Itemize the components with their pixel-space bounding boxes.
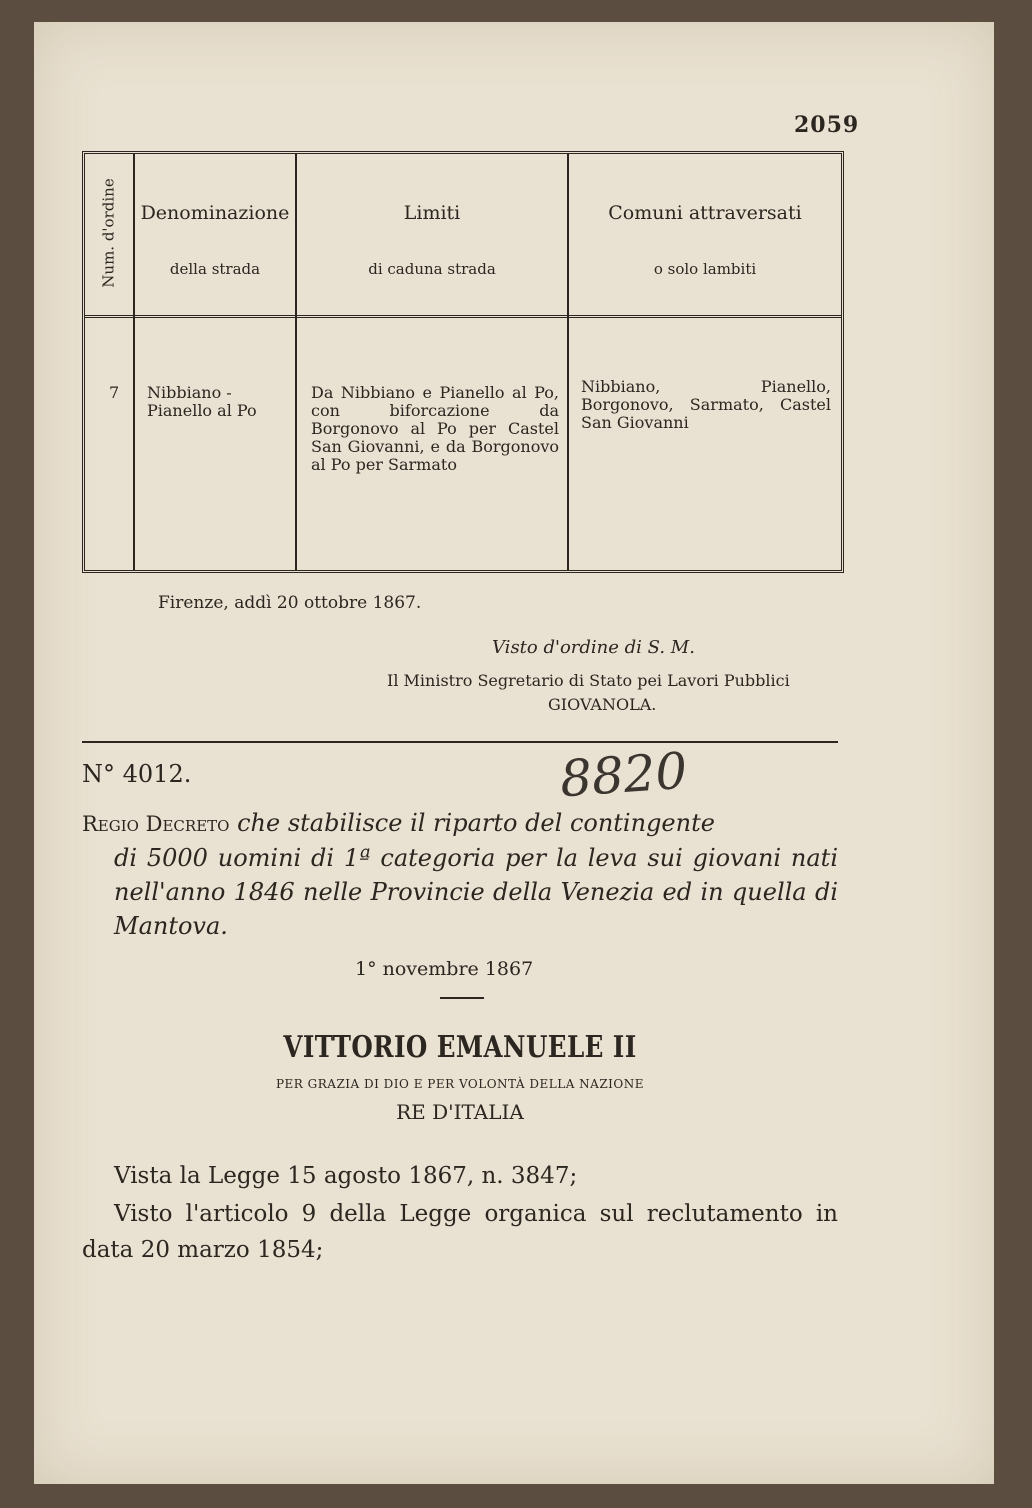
minister-name: GIOVANOLA. <box>548 695 657 714</box>
decree-text-rest: di 5000 uomini di 1ª categoria per la leva sui giovani nati nell'anno 1846 nelle Provincie della Venezia ed in quella di Mantova. <box>114 844 838 940</box>
paragraph-legge: Vista la Legge 15 agosto 1867, n. 3847; <box>114 1163 578 1189</box>
handwritten-annotation: 8820 <box>558 741 690 809</box>
row-num: 7 <box>109 383 120 402</box>
page-number: 2059 <box>794 112 860 138</box>
visto-line: Visto d'ordine di S. M. <box>492 637 695 658</box>
header-num-ordine: Num. d'ordine <box>100 178 119 288</box>
decree-text-line1: che stabilisce il riparto del contingente <box>237 809 715 837</box>
row-limiti: Da Nibbiano e Pianello al Po, con biforcazione da Borgonovo al Po per Castel San Giovanni, e da Borgonovo al Po per Sarmato <box>311 383 559 474</box>
place-date: Firenze, addì 20 ottobre 1867. <box>158 593 422 613</box>
decree-date: 1° novembre 1867 <box>355 958 534 980</box>
king-name: VITTORIO EMANUELE II <box>283 1030 637 1065</box>
header-comuni: Comuni attraversati o solo lambiti <box>608 202 802 278</box>
header-denominazione: Denominazione della strada <box>140 202 290 278</box>
decree-number: N° 4012. <box>82 760 192 788</box>
paragraph-articolo: Visto l'articolo 9 della Legge organica sul reclutamento in data 20 marzo 1854; <box>82 1201 838 1263</box>
king-block <box>82 0 838 1508</box>
row-denominazione: Nibbiano - Pianello al Po <box>147 383 257 420</box>
header-limiti: Limiti di caduna strada <box>368 202 496 278</box>
king-title: RE D'ITALIA <box>396 1100 524 1124</box>
row-comuni: Nibbiano, Pianello, Borgonovo, Sarmato, Castel San Giovanni <box>581 377 831 432</box>
decree-lead: Regio Decreto <box>82 812 230 836</box>
king-grace: PER GRAZIA DI DIO E PER VOLONTÀ DELLA NAZIONE <box>275 1077 645 1091</box>
minister-title: Il Ministro Segretario di Stato pei Lavori Pubblici <box>387 671 790 690</box>
